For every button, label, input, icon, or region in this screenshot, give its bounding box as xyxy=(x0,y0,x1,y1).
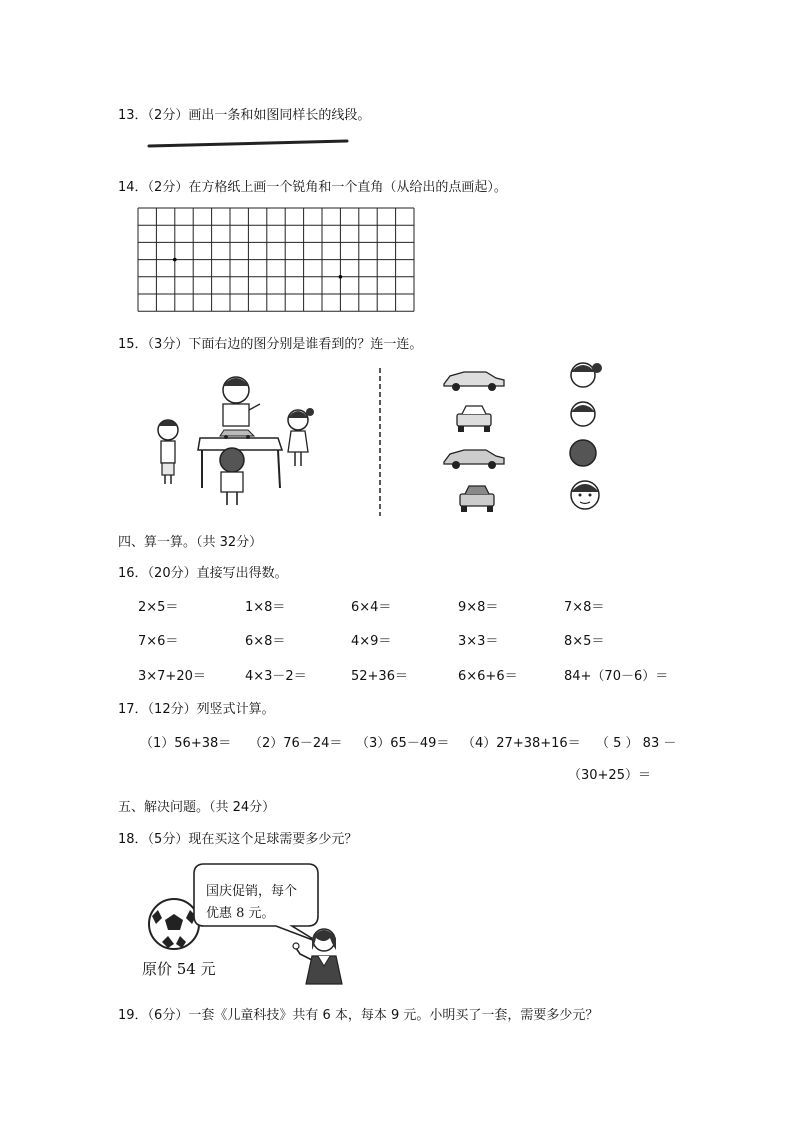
bubble-text-line-2: 优惠 8 元。 xyxy=(206,906,275,921)
car-front-view-1[interactable] xyxy=(452,400,497,434)
calc-3-5: 84+（70－6）＝ xyxy=(564,669,669,684)
man-center-figure xyxy=(223,377,260,426)
original-price-label: 原价 54 元 xyxy=(142,960,216,978)
question-15: 15．（3分）下面右边的图分别是谁看到的？连一连。 xyxy=(118,337,423,352)
calc-2-3: 4×9＝ xyxy=(351,634,392,649)
car-side-view-2[interactable] xyxy=(440,442,510,472)
car-rear-view[interactable] xyxy=(455,480,500,514)
question-16: 16．（20分）直接写出得数。 xyxy=(118,566,288,581)
calc-2-5: 8×5＝ xyxy=(564,634,605,649)
vertical-calc-3: （3）65－49＝ xyxy=(356,736,450,751)
vertical-calc-1: （1）56+38＝ xyxy=(140,736,232,751)
calc-2-2: 6×8＝ xyxy=(245,634,286,649)
boy-side-head-icon[interactable] xyxy=(567,398,601,430)
dashed-divider xyxy=(378,368,382,518)
calc-3-3: 52+36＝ xyxy=(351,669,408,684)
calc-3-4: 6×6+6＝ xyxy=(458,669,518,684)
boy-left-figure xyxy=(158,420,178,484)
calc-3-1: 3×7+20＝ xyxy=(138,669,206,684)
question-18: 18．（5分）现在买这个足球需要多少元？ xyxy=(118,832,358,847)
question-17: 17．（12分）列竖式计算。 xyxy=(118,702,275,717)
shopkeeper-woman-figure xyxy=(288,924,352,984)
vertical-calc-5-continued: （30+25）＝ xyxy=(568,768,651,783)
vertical-calc-4: （4）27+38+16＝ xyxy=(462,736,581,751)
section-5-title: 五、解决问题。（共 24分） xyxy=(118,800,276,815)
vertical-calc-5: （ 5 ） 83 － xyxy=(596,736,677,751)
girl-head-icon[interactable] xyxy=(565,360,605,390)
reference-line-segment xyxy=(145,136,355,152)
scene-illustration xyxy=(148,360,378,520)
calc-1-1: 2×5＝ xyxy=(138,600,179,615)
bubble-text-line-1: 国庆促销，每个 xyxy=(206,884,298,899)
vertical-calc-2: （2）76－24＝ xyxy=(249,736,343,751)
question-14: 14．（2分）在方格纸上画一个锐角和一个直角（从给出的点画起）。 xyxy=(118,180,507,195)
section-4-title: 四、算一算。（共 32分） xyxy=(118,535,263,550)
grid-start-point[interactable] xyxy=(173,258,177,262)
question-19: 19．（6分）一套《儿童科技》共有 6 本，每本 9 元。小明买了一套，需要多少元？ xyxy=(118,1008,599,1023)
calc-1-2: 1×8＝ xyxy=(245,600,286,615)
question-13: 13．（2分）画出一条和如图同样长的线段。 xyxy=(118,108,371,123)
girl-right-figure xyxy=(288,408,314,466)
calc-1-4: 9×8＝ xyxy=(458,600,499,615)
calc-1-3: 6×4＝ xyxy=(351,600,392,615)
grid-start-point[interactable] xyxy=(339,275,343,279)
boy-back-head-icon[interactable] xyxy=(567,436,601,470)
calc-3-2: 4×3－2＝ xyxy=(245,669,307,684)
man-front-head-icon[interactable] xyxy=(567,476,603,512)
calc-1-5: 7×8＝ xyxy=(564,600,605,615)
boy-front-figure xyxy=(220,448,244,505)
square-grid-paper[interactable] xyxy=(138,208,416,314)
calc-2-1: 7×6＝ xyxy=(138,634,179,649)
calc-2-4: 3×3＝ xyxy=(458,634,499,649)
car-side-view-1[interactable] xyxy=(440,364,510,394)
